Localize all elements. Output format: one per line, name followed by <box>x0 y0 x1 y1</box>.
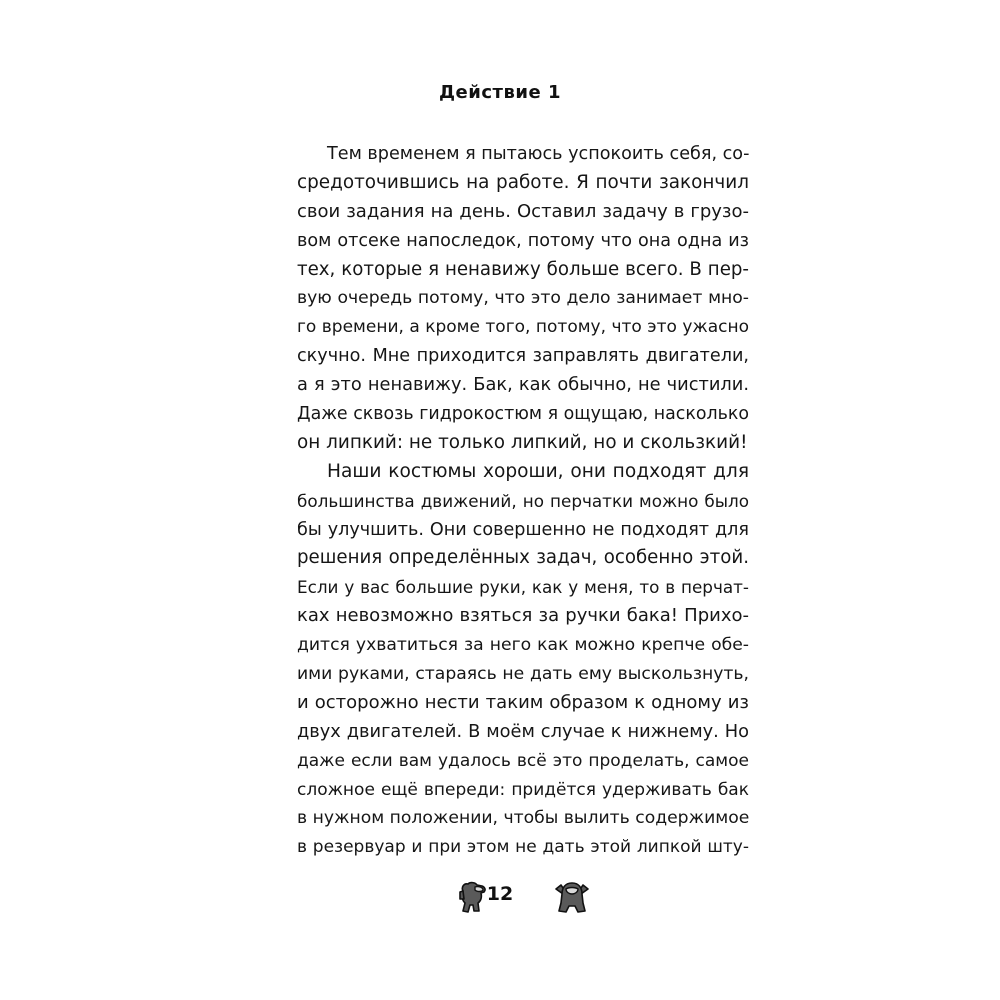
text-line: двух двигателей. В моём случае к нижнему. Но <box>297 720 749 742</box>
text-line: он липкий: не только липкий, но и скользкий! <box>297 431 748 453</box>
text-line: Даже сквозь гидрокостюм я ощущаю, насколько <box>297 404 749 425</box>
paragraph-1 <box>297 140 749 458</box>
text-line: сложное ещё впереди: придётся удерживать бак <box>297 779 749 800</box>
text-line: большинства движений, но перчатки можно было <box>297 490 749 511</box>
text-line: средоточившись на работе. Я почти закончил <box>297 171 749 193</box>
text-line: вом отсеке напоследок, потому что она одна из <box>297 230 749 251</box>
text-line: свои задания на день. Оставил задачу в грузо- <box>297 200 749 222</box>
text-line: а я это ненавижу. Бак, как обычно, не чистили. <box>297 374 749 396</box>
text-line: решения определённых задач, особенно этой. <box>297 547 749 569</box>
text-line: бы улучшить. Они совершенно не подходят для <box>297 519 749 540</box>
text-line: го времени, а кроме того, потому, что это ужасно <box>297 317 749 338</box>
text-line: тех, которые я ненавижу больше всего. В пер- <box>297 258 749 280</box>
page-footer <box>0 877 1000 917</box>
text-line: Тем временем я пытаюсь успокоить себя, со- <box>327 144 750 164</box>
body-text <box>297 140 749 862</box>
text-line: в резервуар и при этом не дать этой липкой шту- <box>297 837 749 858</box>
text-line: скучно. Мне приходится заправлять двигатели, <box>297 346 749 367</box>
paragraph-2 <box>297 458 749 862</box>
text-line: и осторожно нести таким образом к одному из <box>297 691 749 713</box>
text-line: Наши костюмы хороши, они подходят для <box>327 460 749 482</box>
text-line: даже если вам удалось всё это проделать, самое <box>297 750 749 771</box>
crewmate-icon <box>552 877 592 917</box>
text-line: Если у вас большие руки, как у меня, то в перчат- <box>297 577 749 598</box>
running-header: Действие 1 <box>439 82 561 103</box>
text-line: ими руками, стараясь не дать ему выскользнуть, <box>297 664 749 685</box>
text-line: в нужном положении, чтобы вылить содержимое <box>297 808 750 829</box>
text-line: дится ухватиться за него как можно крепче обе- <box>297 635 749 656</box>
page-number: 12 <box>486 883 514 905</box>
text-line: вую очередь потому, что это дело занимает мно- <box>297 288 749 309</box>
text-line: ках невозможно взяться за ручки бака! Прихо- <box>297 605 749 627</box>
